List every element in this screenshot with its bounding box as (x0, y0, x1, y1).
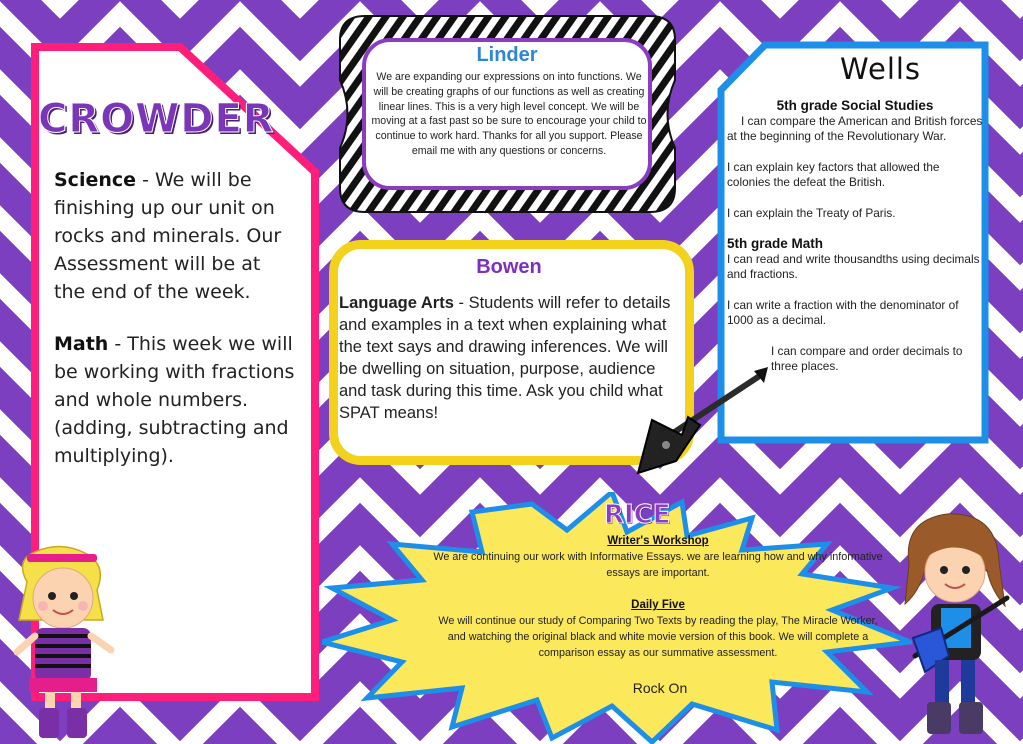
crowder-math (54, 330, 296, 470)
wells-title: Wells (840, 52, 922, 86)
math-text: - This week we will be working with fractions and whole numbers.(adding, subtracting and multiplying). (54, 333, 295, 467)
social-heading: 5th grade Social Studies (776, 98, 934, 113)
girl-rocker-illustration (5, 540, 120, 744)
crowder-body (54, 166, 296, 494)
bowen-title: Bowen (476, 256, 542, 278)
math-objective-1: I can read and write thousandths using decimals and fractions. (727, 251, 980, 281)
social-objective-1: I can compare the American and British forces at the beginning of the Revolutionary War. (727, 113, 983, 143)
linder-text: We are expanding our expressions on into functions. We will be creating graphs of our functions as well as creating linear lines. This is a very high level concept. We will be moving at a fast past so be sure to encourage your child to continue to work hard. Thanks for all you support. Please email me with any questions or concerns. (371, 71, 647, 157)
social-objective-2: I can explain key factors that allowed the colonies the defeat the British. (727, 159, 940, 189)
bowen-text (339, 292, 679, 424)
crowder-science (54, 166, 296, 306)
linder-title: Linder (476, 44, 538, 66)
math-objective-2: I can write a fraction with the denominator of 1000 as a decimal. (727, 297, 959, 327)
social-objective-3: I can explain the Treaty of Paris. (727, 205, 896, 220)
language-arts-label: Language Arts (339, 294, 454, 312)
rice-text (428, 533, 888, 661)
science-text: - We will be finishing up our unit on rocks and minerals. Our Assessment will be at the end of the week. (54, 169, 282, 303)
math-label: Math (54, 333, 109, 355)
boy-rocker-illustration (895, 506, 1015, 742)
language-arts-text: - Students will refer to details and examples in a text when explaining what the text says and drawing inferences. We will be dwelling on situation, purpose, audience and task during this time. Ask you child what SPAT means! (339, 294, 671, 422)
daily-five-heading: Daily Five (631, 599, 685, 611)
crowder-title: CROWDER (38, 96, 275, 142)
rock-on-text: Rock On (632, 680, 688, 696)
science-label: Science (54, 169, 137, 191)
writers-workshop-heading: Writer's Workshop (607, 535, 709, 547)
writers-workshop-text: We are continuing our work with Informative Essays. we are learning how and why informative essays are important. (433, 551, 883, 579)
daily-five-text: We will continue our study of Comparing Two Texts by reading the play, The Miracle Worker, and watching the original black and white movie version of this book. We will complete a comparison essay as our summative assessment. (438, 615, 878, 659)
math-objective-3: I can compare and order decimals to three places. (771, 343, 963, 373)
math-heading: 5th grade Math (727, 236, 824, 251)
wells-body (727, 98, 983, 375)
guitar-icon (630, 365, 770, 480)
rice-title: RICE (604, 500, 671, 530)
